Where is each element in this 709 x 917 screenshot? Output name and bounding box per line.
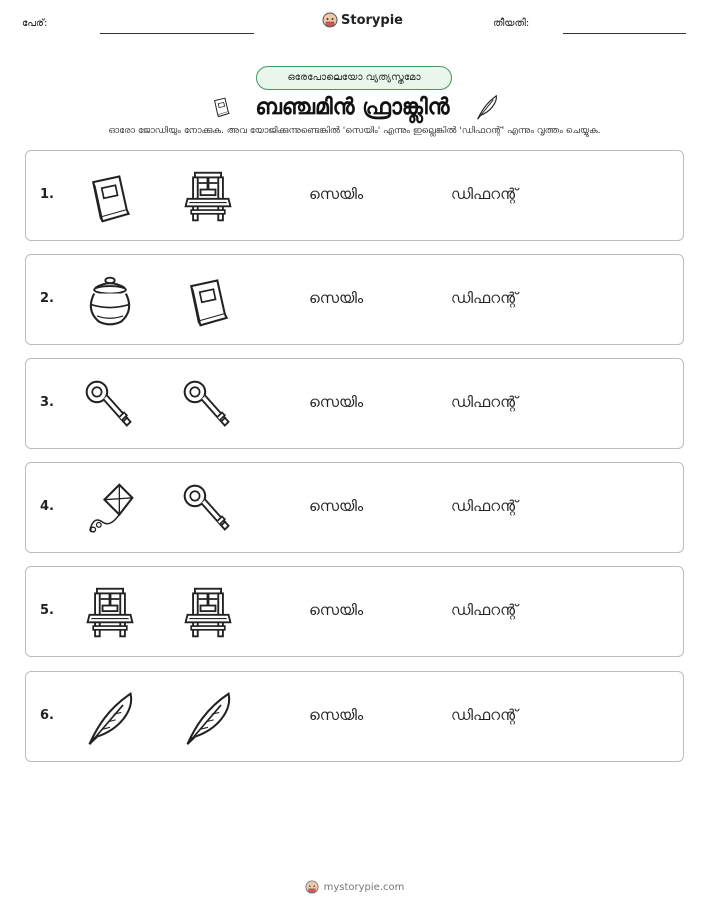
storypie-logo-icon	[322, 12, 338, 28]
same-option[interactable]: സെയിം	[309, 601, 364, 619]
different-option[interactable]: ഡിഫറന്റ്	[451, 185, 518, 203]
question-number: 1.	[40, 187, 54, 202]
title-row	[0, 89, 709, 125]
different-option[interactable]: ഡിഫറന്റ്	[451, 706, 518, 724]
instructions: ഓരോ ജോഡിയും നോക്കുക. അവ യോജിക്കുന്നുണ്ടെങ്കിൽ 'സെയിം' എന്നും ഇല്ലെങ്കിൽ 'ഡിഫറന്റ്' എന്നും വൃത്തം ചെയ്യുക.	[108, 126, 601, 136]
brand-name: Storypie	[341, 12, 403, 28]
name-label: പേര്:	[22, 18, 48, 29]
footer-url: mystorypie.com	[323, 881, 405, 893]
printing-press-icon	[82, 585, 138, 641]
question-number: 2.	[40, 291, 54, 306]
quill-icon	[180, 690, 236, 746]
question-row-1	[25, 150, 684, 241]
different-option[interactable]: ഡിഫറന്റ്	[451, 393, 518, 411]
date-label: തീയതി:	[493, 18, 530, 29]
same-option[interactable]: സെയിം	[309, 497, 364, 515]
different-option[interactable]: ഡിഫറന്റ്	[451, 601, 518, 619]
printing-press-icon	[180, 169, 236, 225]
jar-icon	[82, 273, 138, 329]
key-icon	[180, 377, 236, 433]
same-option[interactable]: സെയിം	[309, 393, 364, 411]
name-field[interactable]	[100, 33, 254, 34]
footer	[0, 880, 709, 894]
title-quill-icon	[472, 91, 500, 123]
kite-icon	[82, 481, 138, 537]
different-option[interactable]: ഡിഫറന്റ്	[451, 289, 518, 307]
question-row-4	[25, 462, 684, 553]
same-option[interactable]: സെയിം	[309, 289, 364, 307]
question-number: 5.	[40, 603, 54, 618]
page-title: ബഞ്ചമിൻ ഫ്രാങ്ക്ലിൻ	[255, 94, 450, 120]
question-number: 4.	[40, 499, 54, 514]
different-option[interactable]: ഡിഫറന്റ്	[451, 497, 518, 515]
storypie-footer-icon	[305, 880, 319, 894]
book-icon	[82, 169, 138, 225]
quill-icon	[82, 690, 138, 746]
question-row-5	[25, 566, 684, 657]
title-book-icon	[209, 95, 233, 119]
printing-press-icon	[180, 585, 236, 641]
same-option[interactable]: സെയിം	[309, 706, 364, 724]
worksheet-type-badge: ഒരേപോലെയോ വ്യത്യസ്തമോ	[256, 66, 452, 90]
question-number: 6.	[40, 708, 54, 723]
book-icon	[180, 273, 236, 329]
key-icon	[180, 481, 236, 537]
question-row-6	[25, 671, 684, 762]
brand-logo	[322, 12, 403, 28]
key-icon	[82, 377, 138, 433]
question-number: 3.	[40, 395, 54, 410]
date-field[interactable]	[563, 33, 686, 34]
same-option[interactable]: സെയിം	[309, 185, 364, 203]
question-row-2	[25, 254, 684, 345]
question-row-3	[25, 358, 684, 449]
